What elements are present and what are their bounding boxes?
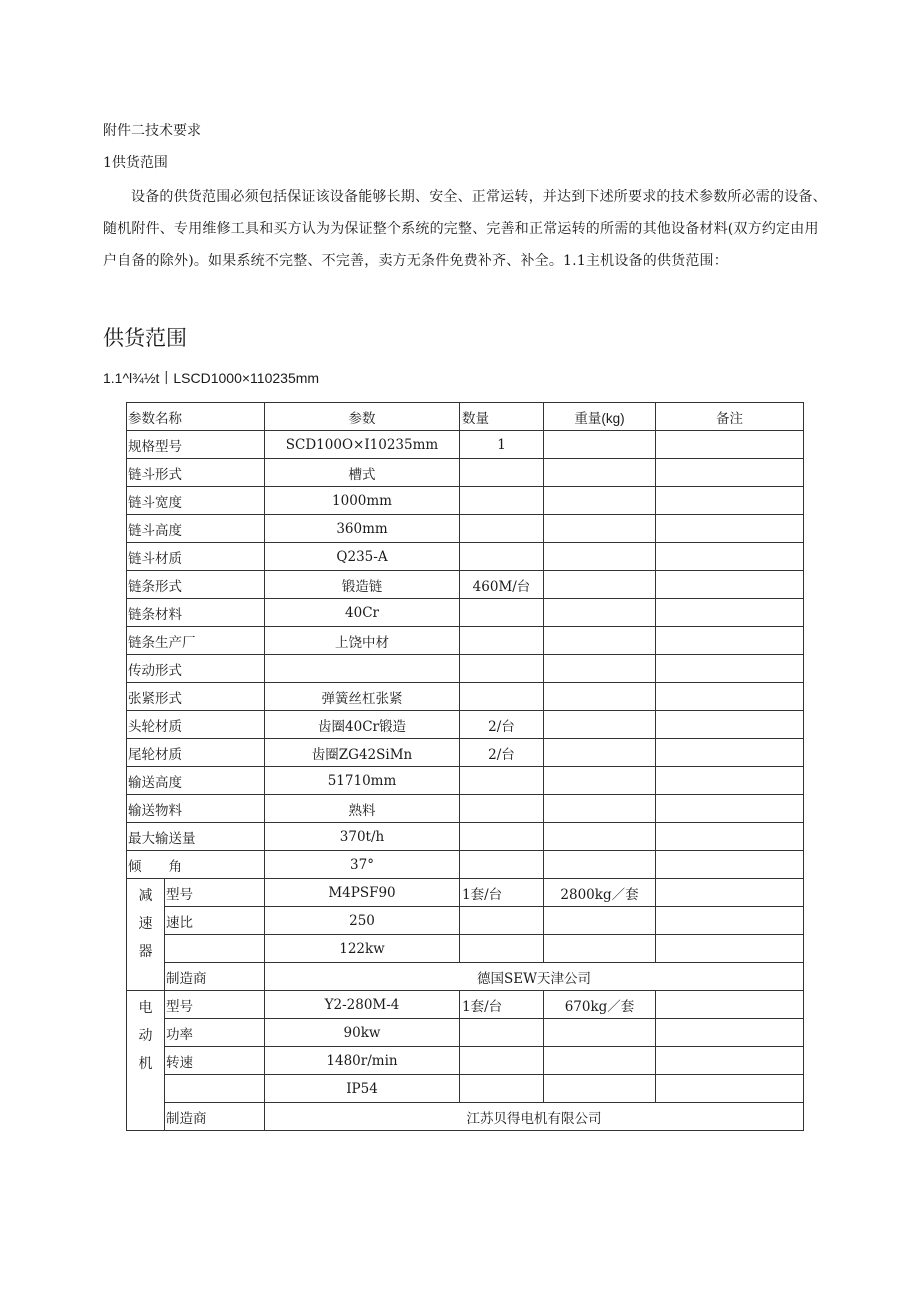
qty-cell: 2/台 — [460, 739, 544, 767]
reducer-weight-cell — [544, 935, 656, 963]
remark-cell — [656, 459, 804, 487]
qty-cell: 1 — [460, 431, 544, 459]
param-name-cell: 规格型号 — [127, 431, 265, 459]
reducer-sub-label — [165, 935, 265, 963]
param-value-cell: 360mm — [265, 515, 460, 543]
motor-remark-cell — [656, 991, 804, 1019]
param-name-cell: 头轮材质 — [127, 711, 265, 739]
remark-cell — [656, 683, 804, 711]
reducer-sub-label: 型号 — [165, 879, 265, 907]
param-name-cell: 链条形式 — [127, 571, 265, 599]
param-name-cell: 链斗材质 — [127, 543, 265, 571]
param-name-cell: 链斗宽度 — [127, 487, 265, 515]
reducer-remark-cell — [656, 879, 804, 907]
table-row — [127, 767, 804, 795]
table-row — [127, 599, 804, 627]
motor-weight-cell — [544, 1047, 656, 1075]
reducer-qty-cell — [460, 907, 544, 935]
remark-cell — [656, 571, 804, 599]
param-value-cell — [265, 655, 460, 683]
remark-cell — [656, 487, 804, 515]
motor-group-char: 电 — [138, 1000, 153, 1016]
remark-cell — [656, 795, 804, 823]
qty-cell — [460, 795, 544, 823]
motor-weight-cell: 670kg／套 — [544, 991, 656, 1019]
param-name-cell: 倾 角 — [127, 851, 265, 879]
reducer-remark-cell — [656, 935, 804, 963]
param-name-cell: 链斗高度 — [127, 515, 265, 543]
table-row — [127, 823, 804, 851]
weight-cell — [544, 459, 656, 487]
param-name-cell: 张紧形式 — [127, 683, 265, 711]
weight-cell — [544, 767, 656, 795]
header-name: 参数名称 — [127, 403, 265, 431]
qty-cell: 2/台 — [460, 711, 544, 739]
table-header-row — [127, 403, 804, 431]
reducer-param-cell: M4PSF90 — [265, 879, 460, 907]
table-row — [127, 431, 804, 459]
motor-group-char: 机 — [138, 1056, 153, 1072]
qty-cell — [460, 683, 544, 711]
motor-maker-value: 江苏贝得电机有限公司 — [265, 1103, 804, 1131]
motor-param-cell: Y2-280M-4 — [265, 991, 460, 1019]
reducer-group-char: 速 — [138, 916, 153, 932]
param-value-cell: 锻造链 — [265, 571, 460, 599]
reducer-group-char: 器 — [138, 944, 153, 960]
reducer-param-cell: 250 — [265, 907, 460, 935]
reducer-qty-cell: 1套/台 — [460, 879, 544, 907]
qty-cell — [460, 851, 544, 879]
table-row — [127, 795, 804, 823]
table-row — [127, 627, 804, 655]
remark-cell — [656, 627, 804, 655]
motor-sub-label: 功率 — [165, 1019, 265, 1047]
motor-qty-cell — [460, 1047, 544, 1075]
param-value-cell: 上饶中材 — [265, 627, 460, 655]
param-value-cell: 37° — [265, 851, 460, 879]
qty-cell — [460, 487, 544, 515]
param-name-cell: 传动形式 — [127, 655, 265, 683]
qty-cell — [460, 543, 544, 571]
table-row — [127, 711, 804, 739]
reducer-param-cell: 122kw — [265, 935, 460, 963]
motor-qty-cell: 1套/台 — [460, 991, 544, 1019]
param-value-cell: SCD100O×I10235mm — [265, 431, 460, 459]
param-name-cell: 链条生产厂 — [127, 627, 265, 655]
qty-cell — [460, 459, 544, 487]
table-row — [127, 459, 804, 487]
header-weight: 重量(kg) — [544, 403, 656, 431]
param-name-cell: 链斗形式 — [127, 459, 265, 487]
reducer-row — [127, 907, 804, 935]
qty-cell — [460, 823, 544, 851]
motor-weight-cell — [544, 1075, 656, 1103]
table-row — [127, 571, 804, 599]
motor-sub-label: 转速 — [165, 1047, 265, 1075]
weight-cell — [544, 627, 656, 655]
weight-cell — [544, 739, 656, 767]
param-value-cell: 熟料 — [265, 795, 460, 823]
param-name-cell: 尾轮材质 — [127, 739, 265, 767]
remark-cell — [656, 599, 804, 627]
remark-cell — [656, 851, 804, 879]
reducer-qty-cell — [460, 935, 544, 963]
motor-remark-cell — [656, 1047, 804, 1075]
param-value-cell: 40Cr — [265, 599, 460, 627]
attachment-heading: 附件二技术要求 — [103, 123, 201, 139]
reducer-maker-row — [127, 963, 804, 991]
weight-cell — [544, 851, 656, 879]
motor-maker-label: 制造商 — [165, 1103, 265, 1131]
motor-sub-label — [165, 1075, 265, 1103]
weight-cell — [544, 515, 656, 543]
param-value-cell: 370t/h — [265, 823, 460, 851]
scope-paragraph: 设备的供货范围必须包括保证该设备能够长期、安全、正常运转，并达到下述所要求的技术参数所必需的设备、随机附件、专用维修工具和买方认为为保证整个系统的完整、完善和正常运转的所需的其他设备材料(双方约定由用户自备的除外)。如果系统不完整、不完善，卖方无条件免费补齐、补全。1.1主机设备的供货范围： — [103, 189, 827, 269]
qty-cell: 460M/台 — [460, 571, 544, 599]
motor-row — [127, 1047, 804, 1075]
table-row — [127, 683, 804, 711]
weight-cell — [544, 571, 656, 599]
model-line: 1.1^l¾½t丨LSCD1000×110235mm — [103, 370, 320, 386]
qty-cell — [460, 599, 544, 627]
motor-row — [127, 1075, 804, 1103]
motor-row — [127, 991, 804, 1019]
remark-cell — [656, 767, 804, 795]
table-row — [127, 515, 804, 543]
header-remark: 备注 — [656, 403, 804, 431]
motor-maker-row — [127, 1103, 804, 1131]
reducer-remark-cell — [656, 907, 804, 935]
param-value-cell: 齿圈ZG42SiMn — [265, 739, 460, 767]
reducer-weight-cell — [544, 907, 656, 935]
weight-cell — [544, 655, 656, 683]
param-value-cell: Q235-A — [265, 543, 460, 571]
table-row — [127, 543, 804, 571]
motor-group-char: 动 — [138, 1028, 153, 1044]
motor-remark-cell — [656, 1075, 804, 1103]
motor-param-cell: 1480r/min — [265, 1047, 460, 1075]
param-name-cell: 链条材料 — [127, 599, 265, 627]
remark-cell — [656, 515, 804, 543]
qty-cell — [460, 655, 544, 683]
weight-cell — [544, 823, 656, 851]
reducer-maker-value: 德国SEW天津公司 — [265, 963, 804, 991]
remark-cell — [656, 655, 804, 683]
weight-cell — [544, 711, 656, 739]
table-row — [127, 487, 804, 515]
header-param: 参数 — [265, 403, 460, 431]
param-value-cell: 51710mm — [265, 767, 460, 795]
reducer-row — [127, 935, 804, 963]
motor-qty-cell — [460, 1019, 544, 1047]
table-row — [127, 739, 804, 767]
weight-cell — [544, 795, 656, 823]
param-value-cell: 弹簧丝杠张紧 — [265, 683, 460, 711]
weight-cell — [544, 599, 656, 627]
table-row — [127, 655, 804, 683]
weight-cell — [544, 487, 656, 515]
reducer-row — [127, 879, 804, 907]
remark-cell — [656, 431, 804, 459]
section-title: 供货范围 — [103, 326, 187, 350]
motor-sub-label: 型号 — [165, 991, 265, 1019]
motor-param-cell: IP54 — [265, 1075, 460, 1103]
motor-row — [127, 1019, 804, 1047]
reducer-weight-cell: 2800kg／套 — [544, 879, 656, 907]
remark-cell — [656, 711, 804, 739]
qty-cell — [460, 515, 544, 543]
motor-qty-cell — [460, 1075, 544, 1103]
param-name-cell: 输送高度 — [127, 767, 265, 795]
remark-cell — [656, 739, 804, 767]
param-name-cell: 最大输送量 — [127, 823, 265, 851]
param-value-cell: 槽式 — [265, 459, 460, 487]
param-value-cell: 1000mm — [265, 487, 460, 515]
reducer-group-char: 减 — [138, 888, 153, 904]
reducer-sub-label: 速比 — [165, 907, 265, 935]
supply-scope-heading: 1供货范围 — [103, 155, 168, 171]
motor-group-label — [127, 991, 165, 1131]
motor-weight-cell — [544, 1019, 656, 1047]
param-name-cell: 输送物料 — [127, 795, 265, 823]
motor-param-cell: 90kw — [265, 1019, 460, 1047]
qty-cell — [460, 767, 544, 795]
spec-table — [126, 402, 804, 1131]
weight-cell — [544, 683, 656, 711]
remark-cell — [656, 823, 804, 851]
table-row — [127, 851, 804, 879]
param-value-cell: 齿圈40Cr锻造 — [265, 711, 460, 739]
reducer-maker-label: 制造商 — [165, 963, 265, 991]
remark-cell — [656, 543, 804, 571]
weight-cell — [544, 543, 656, 571]
reducer-group-label — [127, 879, 165, 991]
motor-remark-cell — [656, 1019, 804, 1047]
weight-cell — [544, 431, 656, 459]
header-qty: 数量 — [460, 403, 544, 431]
qty-cell — [460, 627, 544, 655]
